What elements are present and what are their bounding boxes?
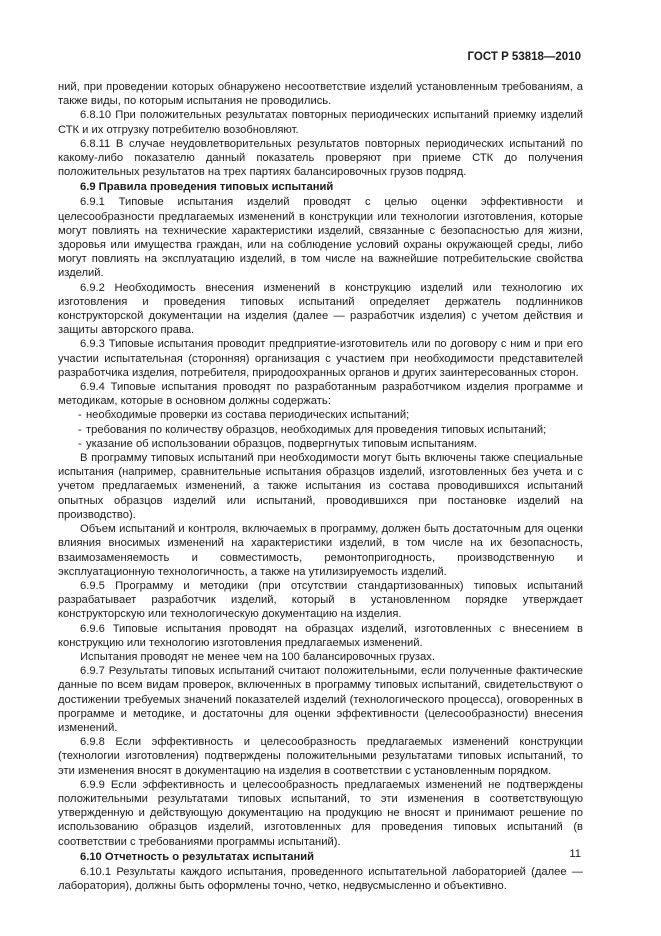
paragraph-6-9-2: 6.9.2 Необходимость внесения изменений в конструкцию изделий или технологию их изготовления и проведения типовых испытаний определяет держатель подлинников конструкторской документации на изделия (далее — разработчик изделия) с учетом действия и защиты авторского права. <box>58 281 583 337</box>
paragraph-6-8-10: 6.8.10 При положительных результатах повторных периодических испытаний приемку изделий СТК и их отгрузку потребителю возобновляют. <box>58 109 583 136</box>
paragraph-continuation: ний, при проведении которых обнаружено несоответствие изделий установленным требованиям, а также виды, по которым испытания не проводились. <box>58 81 583 108</box>
section-heading-6-9: 6.9 Правила проведения типовых испытаний <box>80 181 334 194</box>
requirements-list <box>58 408 583 451</box>
paragraph-sample-count: Испытания проводят не менее чем на 100 балансировочных грузах. <box>80 650 435 663</box>
document-body <box>58 80 583 893</box>
section-heading-6-10: 6.10 Отчетность о результатах испытаний <box>80 850 314 863</box>
paragraph-test-scope: Объем испытаний и контроля, включаемых в программу, должен быть достаточным для оценки влияния вносимых изменений на характеристики изделий, в том числе на их безопасность, взаимозаменяемость и совместимость, ремонтопригодность, производственную и эксплуатационную технологичность, а также на утилизируемость изделий. <box>58 523 583 578</box>
list-item <box>58 408 583 422</box>
list-item-text: указание об использовании образцов, подвергнутых типовым испытаниям. <box>86 437 478 450</box>
list-item <box>58 423 583 437</box>
list-item <box>58 437 583 451</box>
paragraph-6-9-7: 6.9.7 Результаты типовых испытаний считают положительными, если полученные фактические данные по всем видам проверок, включенных в программу типовых испытаний, свидетельствуют о достижении требуемых значений показателей изделий (технологического процесса), оговоренных в программе и методике, и достаточны для оценки эффективности (целесообразности) внесения изменений. <box>58 665 583 734</box>
paragraph-6-9-8: 6.9.8 Если эффективность и целесообразность предлагаемых изменений конструкции (технологии изготовления) подтверждены положительными результатами типовых испытаний, то эти изменения вносят в документацию на изделия в соответствии с установленным порядком. <box>58 736 583 777</box>
dash-bullet-icon: - <box>78 437 82 450</box>
paragraph-6-10-1: 6.10.1 Результаты каждого испытания, проведенного испытательной лабораторией (далее — лаборатория), должны быть оформлены точно, четко, недвусмысленно и объективно. <box>58 865 583 892</box>
paragraph-6-9-4: 6.9.4 Типовые испытания проводят по разработанным разработчиком изделия программе и методикам, которые в основном должны содержать: <box>58 381 583 408</box>
list-item-text: необходимые проверки из состава периодических испытаний; <box>86 409 410 422</box>
paragraph-6-9-1: 6.9.1 Типовые испытания изделий проводят с целью оценки эффективности и целесообразности предлагаемых изменений в конструкции или технологии изготовления, которые могут повлиять на технические характеристики изделий, связанные с безопасностью для жизни, здоровья или имущества граждан, или на соблюдение условий охраны окружающей среды, либо могут повлиять на эксплуатацию изделий, в том числе на важнейшие потребительские свойства изделий. <box>58 196 583 280</box>
paragraph-6-8-11: 6.8.11 В случае неудовлетворительных результатов повторных периодических испытаний по какому-либо показателю данный показатель проверяют при приеме СТК до получения положительных результатов на трех партиях балансировочных грузов подряд. <box>58 137 583 179</box>
paragraph-6-9-5: 6.9.5 Программу и методики (при отсутствии стандартизованных) типовых испытаний разрабатывает разработчик изделий, который в установленном порядке утверждает конструкторскую или технологическую документацию на изделия. <box>58 579 583 621</box>
paragraph-6-9-3: 6.9.3 Типовые испытания проводит предприятие-изготовитель или по договору с ним и при его участии испытательная (сторонняя) организация с участием при необходимости представителей разработчика изделия, потребителя, природоохранных органов и других заинтересованных сторон. <box>58 338 583 379</box>
dash-bullet-icon: - <box>78 409 82 422</box>
dash-bullet-icon: - <box>78 423 82 436</box>
page-number: 11 <box>569 848 581 860</box>
list-item-text: требования по количеству образцов, необходимых для проведения типовых испытаний; <box>86 423 547 436</box>
paragraph-6-9-6: 6.9.6 Типовые испытания проводят на образцах изделий, изготовленных с внесением в конструкцию или технологию изготовления предлагаемых изменений. <box>58 622 583 649</box>
paragraph-6-9-9: 6.9.9 Если эффективность и целесообразность предлагаемых изменений не подтверждены положительными результатами типовых испытаний, то эти изменения в соответствующую утвержденную и действующую документацию на продукцию не вносят и принимают решение по использованию образцов изделий, изготовленных для проведения типовых испытаний (в соответствии с требованиями программы испытаний). <box>58 778 583 848</box>
paragraph-special-tests: В программу типовых испытаний при необходимости могут быть включены также специальные испытания (например, сравнительные испытания образцов изделий, изготовленных без учета и с учетом предлагаемых изменений, а также испытания из состава проводившихся испытаний опытных образцов изделий или испытаний, проводившихся при постановке изделий на производство). <box>58 452 583 521</box>
standard-header: ГОСТ Р 53818—2010 <box>467 51 581 63</box>
